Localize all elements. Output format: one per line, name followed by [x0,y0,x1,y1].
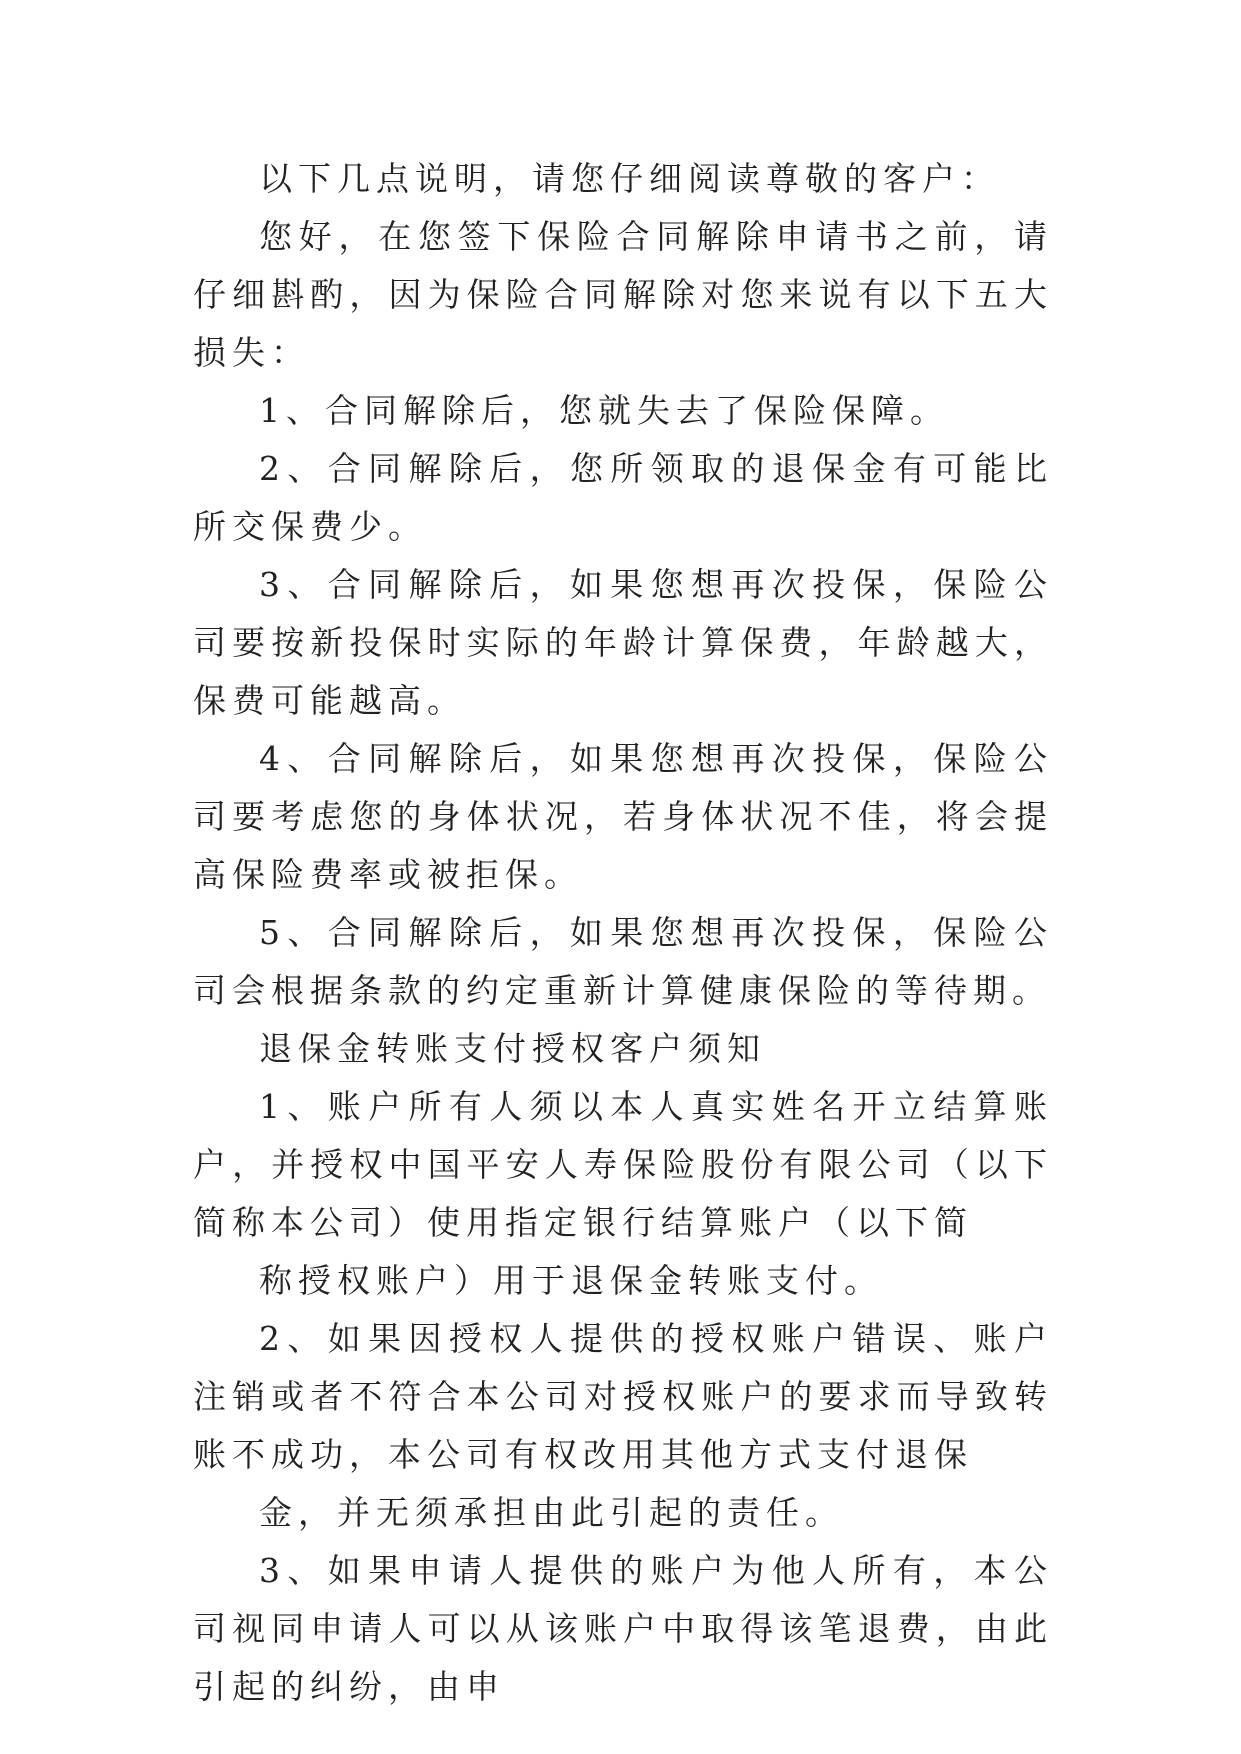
paragraph-loss-1: 1、合同解除后，您就失去了保险保障。 [259,391,949,430]
paragraph-loss-3: 3、合同解除后，如果您想再次投保，保险公司要按新投保时实际的年龄计算保费，年龄越大，保费可能越高。 [193,565,1053,720]
paragraph-notice-2-continued: 金，并无须承担由此引起的责任。 [259,1493,844,1532]
paragraph-notice-1: 1、账户所有人须以本人真实姓名开立结算账户，并授权中国平安人寿保险股份有限公司（以下简称本公司）使用指定银行结算账户（以下简 [193,1087,1053,1242]
paragraph-notice-1-continued: 称授权账户）用于退保金转账支付。 [259,1261,883,1300]
paragraph-loss-2: 2、合同解除后，您所领取的退保金有可能比所交保费少。 [193,449,1053,546]
document-body [193,150,1053,1716]
paragraph-notice-3: 3、如果申请人提供的账户为他人所有，本公司视同申请人可以从该账户中取得该笔退费，由此引起的纠纷，由申 [193,1551,1053,1706]
paragraph-loss-4: 4、合同解除后，如果您想再次投保，保险公司要考虑您的身体状况，若身体状况不佳，将会提高保险费率或被拒保。 [193,739,1053,894]
section-heading-transfer-notice: 退保金转账支付授权客户须知 [259,1029,766,1068]
paragraph-greeting: 您好，在您签下保险合同解除申请书之前，请仔细斟酌，因为保险合同解除对您来说有以下五大损失： [193,217,1053,372]
paragraph-intro: 以下几点说明，请您仔细阅读尊敬的客户： [259,159,1000,198]
paragraph-notice-2: 2、如果因授权人提供的授权账户错误、账户注销或者不符合本公司对授权账户的要求而导致转账不成功，本公司有权改用其他方式支付退保 [193,1319,1053,1474]
paragraph-loss-5: 5、合同解除后，如果您想再次投保，保险公司会根据条款的约定重新计算健康保险的等待期。 [193,913,1053,1010]
